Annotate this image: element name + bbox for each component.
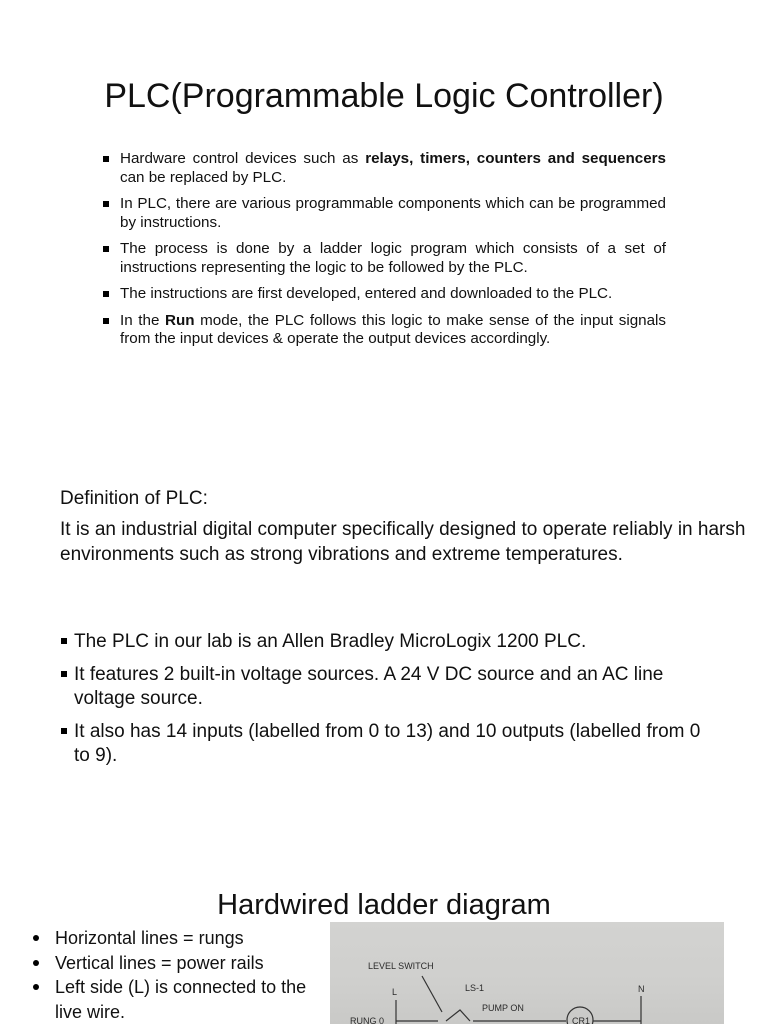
square-bullet-icon xyxy=(103,246,109,252)
square-bullet-icon xyxy=(103,318,109,324)
list-item: Vertical lines = power rails xyxy=(32,951,332,976)
bullet-icon xyxy=(33,960,39,966)
list-item: Left side (L) is connected to the live wire. xyxy=(32,975,332,1024)
pump-on-label: PUMP ON xyxy=(482,1003,524,1013)
list-item: The process is done by a ladder logic program which consists of a set of instructions representing the logic to be followed by the PLC. xyxy=(100,240,666,277)
ls1-label: LS-1 xyxy=(465,983,485,993)
level-switch-label: LEVEL SWITCH xyxy=(368,961,434,971)
coil-label: CR1 xyxy=(572,1016,591,1024)
square-bullet-icon xyxy=(61,671,67,677)
bullet-icon xyxy=(33,935,39,941)
list-item: It features 2 built-in voltage sources. A 24 V DC source and an AC line voltage source. xyxy=(60,663,720,712)
list-item: The instructions are first developed, entered and downloaded to the PLC. xyxy=(100,285,666,304)
list-item: The PLC in our lab is an Allen Bradley MicroLogix 1200 PLC. xyxy=(60,630,720,655)
list-item: It also has 14 inputs (labelled from 0 to 13) and 10 outputs (labelled from 0 to 9). xyxy=(60,720,720,769)
page-title: PLC(Programmable Logic Controller) xyxy=(104,77,664,115)
list-item: In PLC, there are various programmable components which can be programmed by instructions. xyxy=(100,195,666,232)
square-bullet-icon xyxy=(61,728,67,734)
square-bullet-icon xyxy=(103,156,109,162)
ladder-notes-list xyxy=(32,926,332,1024)
square-bullet-icon xyxy=(61,638,67,644)
switch-pointer xyxy=(422,976,442,1012)
definition-body: It is an industrial digital computer specifically designed to operate reliably in harsh environments such as strong vibrations and extreme temperatures. xyxy=(60,519,746,565)
right-rail-label: N xyxy=(638,984,645,994)
ladder-diagram xyxy=(330,922,724,1024)
features-list xyxy=(100,150,666,357)
definition-heading: Definition of PLC: xyxy=(60,488,208,509)
left-rail-label: L xyxy=(392,987,398,997)
lab-plc-list xyxy=(60,630,720,777)
list-item: In the Run mode, the PLC follows this logic to make sense of the input signals from the input devices & operate the output devices accordingly. xyxy=(100,312,666,349)
list-item: Hardware control devices such as relays, timers, counters and sequencers can be replaced by PLC. xyxy=(100,150,666,187)
section-title: Hardwired ladder diagram xyxy=(217,889,551,921)
rung-label: RUNG 0 xyxy=(350,1016,385,1024)
square-bullet-icon xyxy=(103,201,109,207)
ladder-diagram-photo xyxy=(330,922,724,1024)
bullet-icon xyxy=(33,984,39,990)
square-bullet-icon xyxy=(103,291,109,297)
level-switch-contact xyxy=(446,1010,470,1021)
list-item: Horizontal lines = rungs xyxy=(32,926,332,951)
